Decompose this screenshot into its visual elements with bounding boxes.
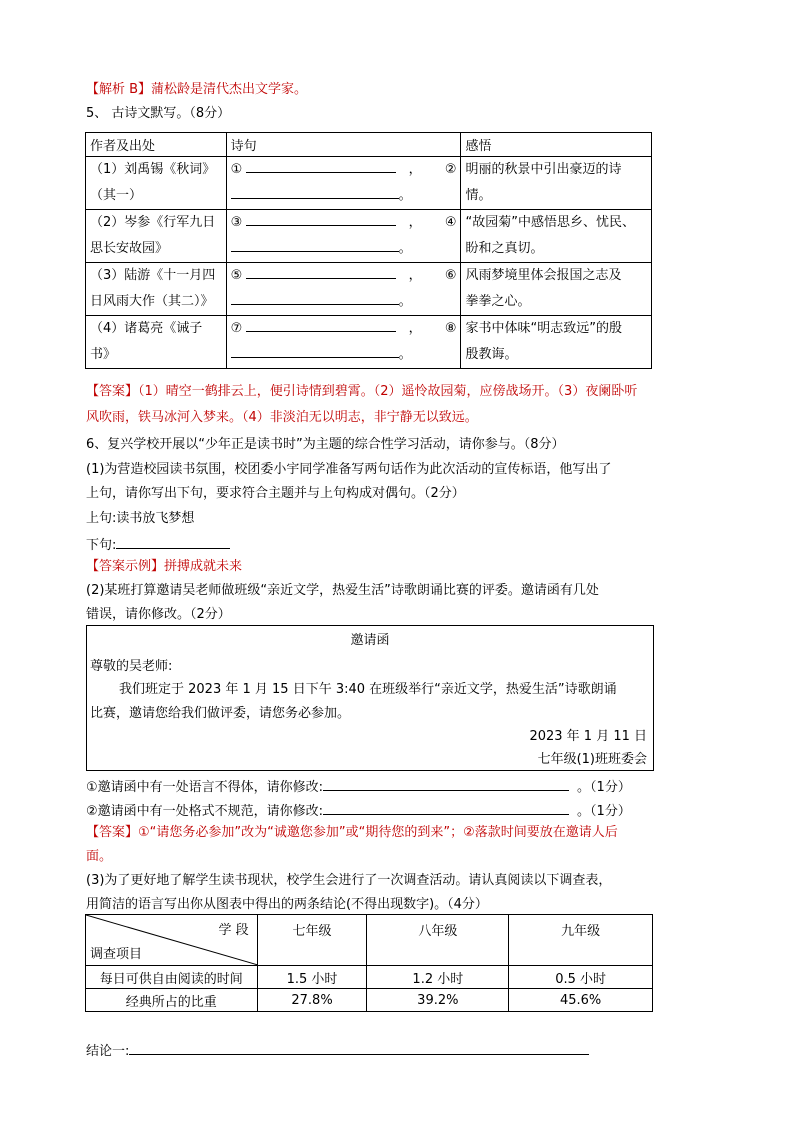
cell-value: 45.6% (509, 989, 653, 1012)
blank-number: ⑦ (230, 321, 243, 336)
lower-answer-blank[interactable] (116, 534, 230, 549)
letter-title: 邀请函 (350, 633, 390, 648)
conclusion1-label: 结论一: (86, 1044, 130, 1059)
fix1-label: ①邀请函中有一处语言不得体，请你修改: (86, 780, 324, 795)
letter-salutation: 尊敬的吴老师: (90, 659, 173, 674)
answer-blank[interactable] (246, 264, 396, 279)
header-insight: 感悟 (461, 133, 652, 157)
invitation-letter (86, 625, 654, 771)
q6-p3-line1: (3)为了更好地了解学生读书现状，校学生会进行了一次调查活动。请认真阅读以下调查表， (86, 873, 612, 888)
table-row (86, 989, 653, 1012)
q6-p2-line2: 错误，请你修改。（2分） (86, 607, 231, 622)
letter-date: 2023 年 1 月 11 日 (529, 729, 647, 744)
insight-line: 风雨梦境里体会报国之志及 (465, 268, 622, 283)
cell-value: 1.2 小时 (367, 966, 509, 989)
fix1-score: 。（1分） (577, 780, 631, 795)
letter-signature: 七年级(1)班班委会 (537, 752, 647, 767)
period: 。 (398, 347, 412, 362)
grade-header: 八年级 (367, 915, 509, 966)
example-text: 拼搏成就未来 (164, 559, 243, 574)
header-poem: 诗句 (226, 133, 461, 157)
table-row (86, 210, 652, 263)
corner-cell (86, 915, 258, 966)
period: 。 (398, 188, 412, 203)
fix2-line (86, 800, 631, 821)
answer-example (86, 558, 242, 576)
blank-number: ⑧ (444, 321, 457, 336)
insight-line: 情。 (465, 188, 492, 203)
conclusion1-blank[interactable] (129, 1040, 589, 1055)
cell-value: 27.8% (257, 989, 367, 1012)
row-label: 每日可供自由阅读的时间 (86, 966, 258, 989)
q6-answer2-line2: 面。 (86, 849, 113, 864)
q6-p2-line1: (2)某班打算邀请吴老师做班级“亲近文学，热爱生活”诗歌朗诵比赛的评委。邀请函有几处 (86, 583, 599, 598)
example-label: 【答案示例】 (86, 559, 165, 574)
source-line: （4）诸葛亮《诫子书》 (90, 321, 203, 362)
upper-line: 上句:读书放飞梦想 (86, 511, 195, 526)
corner-top: 学 段 (218, 923, 249, 938)
insight-line: “故园菊”中感悟思乡、忧民、 (465, 215, 635, 230)
source-line: 思长安故园》 (90, 241, 169, 256)
insight-line: 盼和之真切。 (465, 241, 544, 256)
fix2-score: 。（1分） (577, 804, 631, 819)
table-row (86, 316, 652, 369)
comma: ， (408, 162, 422, 177)
answer-blank[interactable] (231, 184, 399, 199)
comma: ， (408, 215, 422, 230)
source-line: （3）陆游《十一月四 (90, 268, 216, 283)
q5-answer-line2: 风吹雨，铁马冰河入梦来。（4）非淡泊无以明志，非宁静无以致远。 (86, 410, 478, 425)
survey-table (85, 914, 653, 1012)
comma: ， (408, 268, 422, 283)
header-source: 作者及出处 (86, 133, 227, 157)
table-row (86, 157, 652, 210)
lower-label: 下句: (86, 538, 117, 553)
answer-blank[interactable] (231, 343, 399, 358)
grade-header: 七年级 (257, 915, 367, 966)
answer-blank[interactable] (231, 237, 399, 252)
q6-p3-line2: 用简洁的语言写出你从图表中得出的两条结论(不得出现数字)。（4分） (86, 897, 488, 912)
insight-line: 家书中体味“明志致远”的殷 (465, 321, 622, 336)
answer-blank[interactable] (231, 290, 399, 305)
fix2-label: ②邀请函中有一处格式不规范，请你修改: (86, 804, 324, 819)
analysis-b: 【解析 B】蒲松龄是清代杰出文学家。 (86, 82, 308, 97)
poem-table (85, 132, 652, 369)
answer-blank[interactable] (246, 158, 396, 173)
q6-p1-line2: 上句，请你写出下句，要求符合主题并与上句构成对偶句。（2分） (86, 486, 465, 501)
insight-line: 殷教诲。 (465, 347, 518, 362)
blank-number: ⑤ (230, 268, 243, 283)
insight-line: 明丽的秋景中引出豪迈的诗 (465, 162, 622, 177)
row-label: 经典所占的比重 (86, 989, 258, 1012)
source-line: （2）岑参《行军九日 (90, 215, 216, 230)
cell-value: 0.5 小时 (509, 966, 653, 989)
corner-bottom: 调查项目 (90, 947, 143, 962)
lower-line (86, 534, 230, 555)
blank-number: ③ (230, 215, 243, 230)
blank-number: ① (230, 162, 243, 177)
insight-line: 拳拳之心。 (465, 294, 531, 309)
letter-body-line1: 我们班定于 2023 年 1 月 15 日下午 3:40 在班级举行“亲近文学，热爱生活”诗歌朗诵 (119, 682, 617, 697)
source-line: 日风雨大作（其二）》 (90, 294, 214, 309)
answer-blank[interactable] (246, 317, 396, 332)
q6-answer2-line1: 【答案】①“请您务必参加”改为“诚邀您参加”或“期待您的到来”；②落款时间要放在邀请人后 (86, 825, 618, 840)
blank-number: ⑥ (444, 268, 457, 283)
source-line: （1）刘禹锡《秋词》 (90, 162, 216, 177)
q6-p1-line1: (1)为营造校园读书氛围，校团委小宇同学准备写两句话作为此次活动的宣传标语，他写出了 (86, 462, 612, 477)
answer-blank[interactable] (246, 211, 396, 226)
blank-number: ② (444, 162, 457, 177)
table-row (86, 966, 653, 989)
source-line: （其一） (90, 188, 143, 203)
grade-header: 九年级 (509, 915, 653, 966)
conclusion1-line (86, 1040, 589, 1061)
q5-title: 5、 古诗文默写。（8分） (86, 106, 231, 121)
cell-value: 1.5 小时 (257, 966, 367, 989)
fix1-line (86, 776, 631, 797)
fix1-blank[interactable] (323, 776, 569, 791)
table-row (86, 263, 652, 316)
period: 。 (398, 241, 412, 256)
fix2-blank[interactable] (323, 800, 569, 815)
q6-title: 6、复兴学校开展以“少年正是读书时”为主题的综合性学习活动，请你参与。（8分） (86, 437, 565, 452)
letter-body-line2: 比赛，邀请您给我们做评委，请您务必参加。 (90, 706, 351, 721)
period: 。 (398, 294, 412, 309)
comma: ， (408, 321, 422, 336)
cell-value: 39.2% (367, 989, 509, 1012)
blank-number: ④ (444, 215, 457, 230)
q5-answer-line1: 【答案】（1）晴空一鹤排云上，便引诗情到碧霄。（2）遥怜故园菊，应傍战场开。（3）夜阑卧听 (86, 384, 638, 399)
